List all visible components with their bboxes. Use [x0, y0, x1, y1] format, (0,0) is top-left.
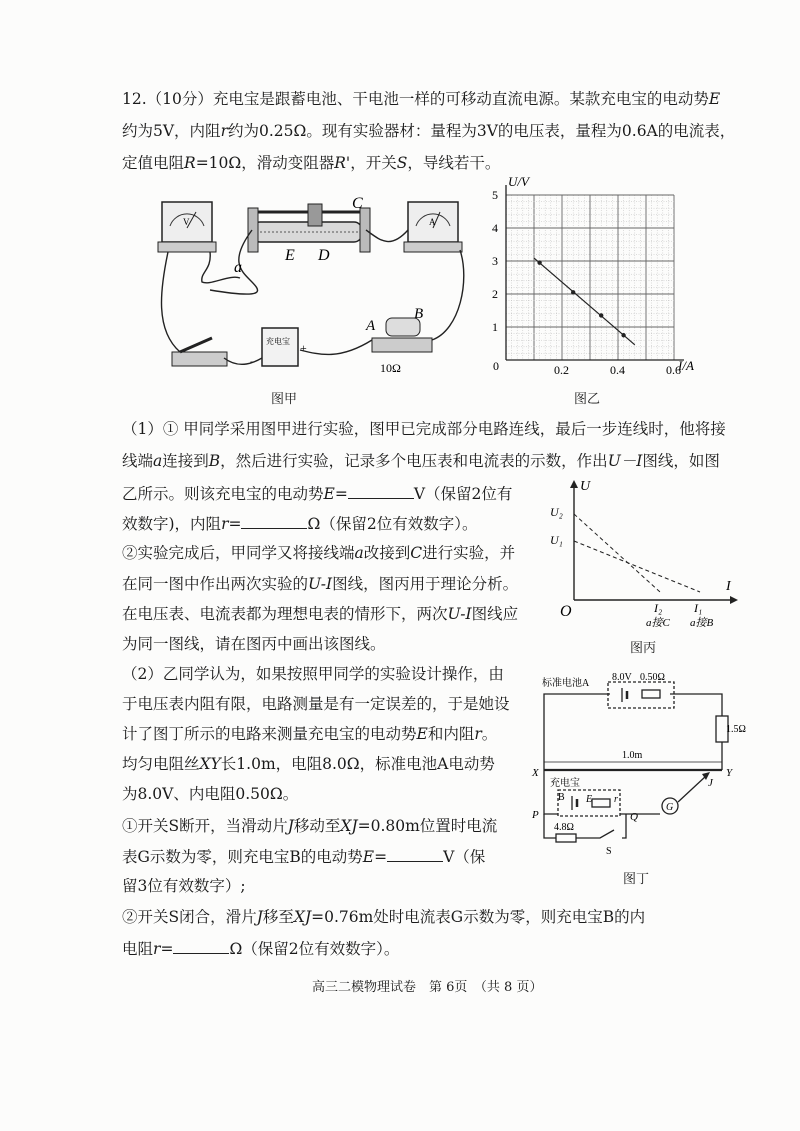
problem-intro-line-3: 定值电阻R=10Ω，滑动变阻器R'，开关S，导线若干。: [122, 154, 501, 172]
svg-text:U: U: [580, 479, 591, 494]
svg-text:a: a: [234, 259, 242, 276]
data-point: [537, 260, 541, 264]
y-tick-label: 3: [492, 254, 498, 268]
svg-text:A: A: [366, 318, 376, 334]
q2-line-10: 电阻r= Ω（保留2位有效数字）。: [122, 937, 399, 960]
x-tick-label: 0.4: [610, 363, 625, 377]
q2-line-2: 于电压表内阻有限，电路测量是有一定误差的，于是她设: [122, 695, 510, 713]
fig-ding-caption: 图丁: [623, 872, 650, 887]
svg-text:I: I: [726, 579, 731, 594]
fig-yi-caption: 图乙: [574, 392, 601, 407]
q2-line-6: ①开关S断开，当滑动片J移动至XJ=0.80m位置时电流: [122, 817, 498, 835]
svg-text:r: r: [614, 794, 618, 805]
svg-text:4.8Ω: 4.8Ω: [554, 822, 574, 833]
svg-text:J: J: [708, 777, 713, 789]
page-footer: 高三二模物理试卷 第 6页 （共 8 页）: [312, 980, 543, 995]
q2-line-9: ②开关S闭合，滑片J移至XJ=0.76m处时电流表G示数为零，则充电宝B的内: [122, 908, 646, 926]
figure-jia-circuit: [140, 190, 480, 405]
fig-jia-caption: 图甲: [271, 392, 298, 407]
svg-text:C: C: [352, 195, 363, 212]
answer-blank-E2[interactable]: [387, 845, 443, 862]
chart-grid: [506, 195, 674, 360]
chart-origin: 0: [493, 359, 499, 373]
q2-line-7: 表G示数为零，则充电宝B的电动势E= V（保: [122, 845, 485, 868]
svg-text:I₁: I₁: [694, 601, 703, 615]
svg-text:E: E: [285, 247, 295, 264]
svg-text:-: -: [250, 354, 254, 368]
svg-text:1.0m: 1.0m: [622, 750, 643, 761]
voltmeter: [158, 202, 216, 252]
q2-line-1: （2）乙同学认为，如果按照甲同学的实验设计操作，由: [122, 665, 504, 683]
y-tick-label: 1: [492, 320, 498, 334]
data-point: [571, 290, 575, 294]
svg-text:Y: Y: [726, 767, 733, 779]
svg-text:X: X: [532, 767, 539, 779]
svg-text:S: S: [606, 846, 612, 857]
svg-text:a接C: a接C: [646, 617, 670, 629]
svg-text:U₂: U₂: [550, 505, 563, 519]
svg-text:0.50Ω: 0.50Ω: [640, 672, 665, 683]
answer-blank-r2[interactable]: [173, 937, 229, 954]
ammeter: [404, 202, 462, 252]
power-bank: [250, 328, 307, 368]
fig-bing-caption: 图丙: [630, 641, 657, 656]
chart-ylabel: U/V: [508, 174, 529, 189]
figure-bing: [540, 476, 740, 636]
svg-text:充电宝: 充电宝: [550, 778, 580, 789]
q1-line-1: （1）① 甲同学采用图甲进行实验，图甲已完成部分电路连线，最后一步连线时，他将接: [122, 420, 726, 438]
svg-text:1.5Ω: 1.5Ω: [726, 724, 746, 735]
x-tick-label: 0.2: [554, 363, 569, 377]
chart-xlabel: I/A: [678, 358, 694, 373]
svg-text:P: P: [532, 809, 539, 821]
svg-text:+: +: [300, 341, 307, 355]
svg-text:O: O: [560, 603, 572, 620]
switch: [172, 338, 227, 366]
y-tick-label: 4: [492, 221, 498, 235]
svg-text:B: B: [414, 306, 424, 322]
svg-text:充电宝: 充电宝: [266, 337, 290, 346]
svg-text:V: V: [183, 217, 190, 227]
figure-yi-chart: [488, 172, 698, 392]
svg-text:10Ω: 10Ω: [380, 361, 401, 375]
data-point: [621, 333, 625, 337]
svg-text:G: G: [666, 802, 674, 813]
answer-blank-r[interactable]: [241, 512, 307, 529]
y-tick-label: 5: [492, 188, 498, 202]
svg-text:E: E: [586, 794, 593, 805]
q1-line-8: 为同一图线，请在图丙中画出该图线。: [122, 635, 386, 653]
svg-text:Q: Q: [630, 811, 638, 823]
q2-line-8: 留3位有效数字）;: [122, 877, 246, 895]
figure-ding-circuit: [530, 664, 746, 864]
svg-text:I₂: I₂: [654, 601, 663, 615]
problem-intro-line-2: 约为5V，内阻r约为0.25Ω。现有实验器材：量程为3V的电压表，量程为0.6A的电流表，: [122, 122, 736, 140]
svg-text:D: D: [318, 247, 330, 264]
x-tick-label: 0.6: [666, 363, 681, 377]
q1-line-2: 线端a连接到B，然后进行实验，记录多个电压表和电流表的示数，作出U－I图线，如图: [122, 452, 720, 470]
problem-intro-line-1: 12.（10分）充电宝是跟蓄电池、干电池一样的可移动直流电源。某款充电宝的电动势E: [122, 90, 721, 108]
answer-blank-E[interactable]: [348, 482, 414, 499]
svg-text:标准电池A: 标准电池A: [542, 678, 590, 689]
q1-line-5: ②实验完成后，甲同学又将接线端a改接到C进行实验，并: [122, 544, 516, 562]
q1-line-6: 在同一图中作出两次实验的U-I图线，图丙用于理论分析。: [122, 575, 519, 593]
fit-line: [534, 258, 635, 345]
svg-text:a接B: a接B: [690, 617, 714, 629]
chart-series: [534, 258, 635, 345]
q1-line-4: 效数字)，内阻r= Ω（保留2位有效数字）。: [122, 512, 477, 535]
q2-line-4: 均匀电阻丝XY长1.0m，电阻8.0Ω，标准电池A电动势: [122, 755, 495, 773]
q2-line-3: 计了图丁所示的电路来测量充电宝的电动势E和内阻r。: [122, 725, 498, 743]
svg-text:B: B: [558, 792, 565, 803]
svg-text:A: A: [429, 217, 436, 227]
y-tick-label: 2: [492, 287, 498, 301]
fixed-resistor: [372, 318, 432, 352]
data-point: [599, 313, 603, 317]
q2-line-5: 为8.0V、内电阻0.50Ω。: [122, 785, 299, 803]
svg-text:8.0V: 8.0V: [612, 672, 632, 683]
svg-text:U₁: U₁: [550, 533, 563, 547]
q1-line-3: 乙所示。则该充电宝的电动势E= V（保留2位有: [122, 482, 512, 505]
q1-line-7: 在电压表、电流表都为理想电表的情形下，两次U-I图线应: [122, 605, 519, 623]
chart-ticks: [492, 188, 681, 377]
